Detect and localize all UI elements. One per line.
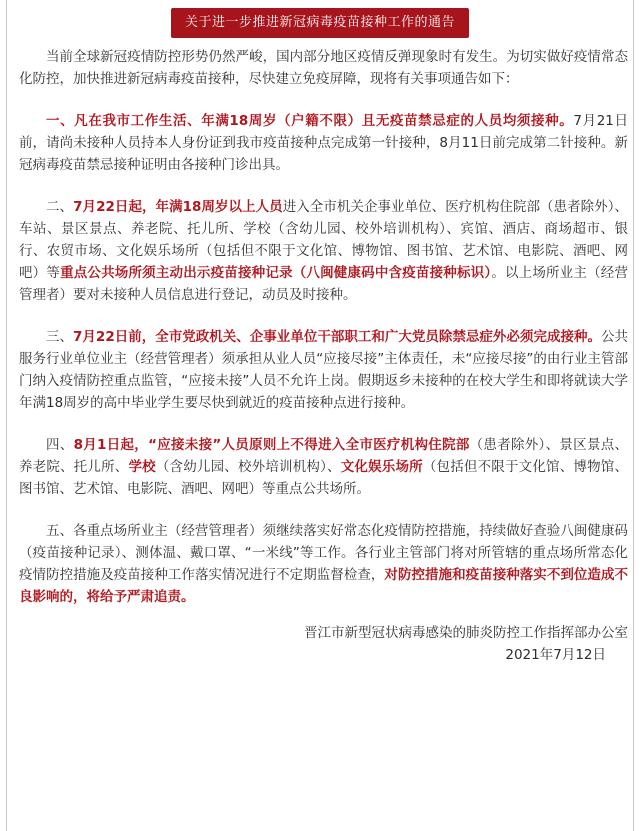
item-4-emphasis-1: 8月1日起，“应接未接”人员原则上不得进入全市医疗机构住院部 bbox=[73, 437, 470, 453]
item-2-text-1: 进入全市机关企事业单位、医疗机构住院部（患者除外）、车站、景区景点、养老院、托儿所、学校（含幼儿园、校外培训机构）、宾馆、酒店、商场超市、银行、农贸市场、文化娱乐场所（包括但不限于文化馆、博物馆、图书馆、艺术馆、电影院、酒吧、网吧）等 bbox=[19, 199, 629, 281]
item-2-paragraph bbox=[19, 196, 628, 306]
item-4-text-2: （含幼儿园、校外培训机构）、 bbox=[155, 459, 341, 475]
item-3-number: 三、 bbox=[46, 329, 74, 345]
intro-paragraph: 当前全球新冠疫情防控形势仍然严峻，国内部分地区疫情反弹现象时有发生。为切实做好疫情常态化防控，加快推进新冠病毒疫苗接种，尽快建立免疫屏障，现将有关事项通告如下： bbox=[19, 49, 628, 87]
item-4-number: 四、 bbox=[46, 437, 74, 453]
item-4-emphasis-3: 文化娱乐场所 bbox=[340, 459, 423, 475]
item-2-text-2: 。以上场所业主（经营管理者）要对未接种人员信息进行登记，动员及时接种。 bbox=[19, 265, 628, 303]
issue-date: 2021年7月12日 bbox=[505, 647, 606, 663]
item-2-number: 二、 bbox=[46, 199, 74, 215]
item-4-paragraph bbox=[19, 434, 628, 500]
item-1-paragraph bbox=[19, 110, 628, 176]
item-4-text-1: （患者除外）、景区景点、养老院、托儿所、 bbox=[19, 437, 629, 475]
item-4-text-3: （包括但不限于文化馆、博物馆、图书馆、艺术馆、电影院、酒吧、网吧）等重点公共场所。 bbox=[19, 459, 628, 497]
item-5-emphasis: 对防控措施和疫苗接种落实不到位造成不良影响的，将给予严肃追责。 bbox=[19, 567, 629, 605]
notice-title: 关于进一步推进新冠病毒疫苗接种工作的通告 bbox=[171, 8, 469, 38]
item-3-paragraph bbox=[19, 326, 628, 414]
signature-block bbox=[19, 622, 628, 666]
issuing-office: 晋江市新型冠状病毒感染的肺炎防控工作指挥部办公室 bbox=[304, 625, 628, 641]
item-3-text: 公共服务行业单位业主（经营管理者）须承担从业人员“应接尽接”主体责任，未“应接尽接”的由行业主管部门纳入疫情防控重点监管，“应接未接”人员不允许上岗。假期返乡未接种的在校大学生和即将就读大学年满18周岁的高中毕业学生要尽快到就近的疫苗接种点进行接种。 bbox=[19, 329, 628, 411]
item-5-paragraph bbox=[19, 520, 628, 608]
item-1-text: 7月21日前，请尚未接种人员持本人身份证到我市疫苗接种点完成第一针接种，8月11日前完成第二针接种。新冠病毒疫苗禁忌接种证明由各接种门诊出具。 bbox=[19, 113, 628, 173]
item-2-emphasis-2: 重点公共场所须主动出示疫苗接种记录（八闽健康码中含疫苗接种标识） bbox=[60, 265, 492, 281]
notice-body bbox=[19, 46, 628, 666]
item-4-emphasis-2: 学校 bbox=[128, 459, 156, 475]
item-1-emphasis: 一、凡在我市工作生活、年满18周岁（户籍不限）且无疫苗禁忌症的人员均须接种。 bbox=[46, 113, 574, 129]
item-3-emphasis: 7月22日前，全市党政机关、企事业单位干部职工和广大党员除禁忌症外必须完成接种。 bbox=[73, 329, 601, 345]
item-5-text: 五、各重点场所业主（经营管理者）须继续落实好常态化疫情防控措施，持续做好查验八闽健康码（疫苗接种记录）、测体温、戴口罩、“一米线”等工作。各行业主管部门将对所管辖的重点场所常态化疫情防控措施及疫苗接种工作落实情况进行不定期监督检查， bbox=[19, 523, 628, 583]
item-2-emphasis-1: 7月22日起，年满18周岁以上人员 bbox=[73, 199, 283, 215]
